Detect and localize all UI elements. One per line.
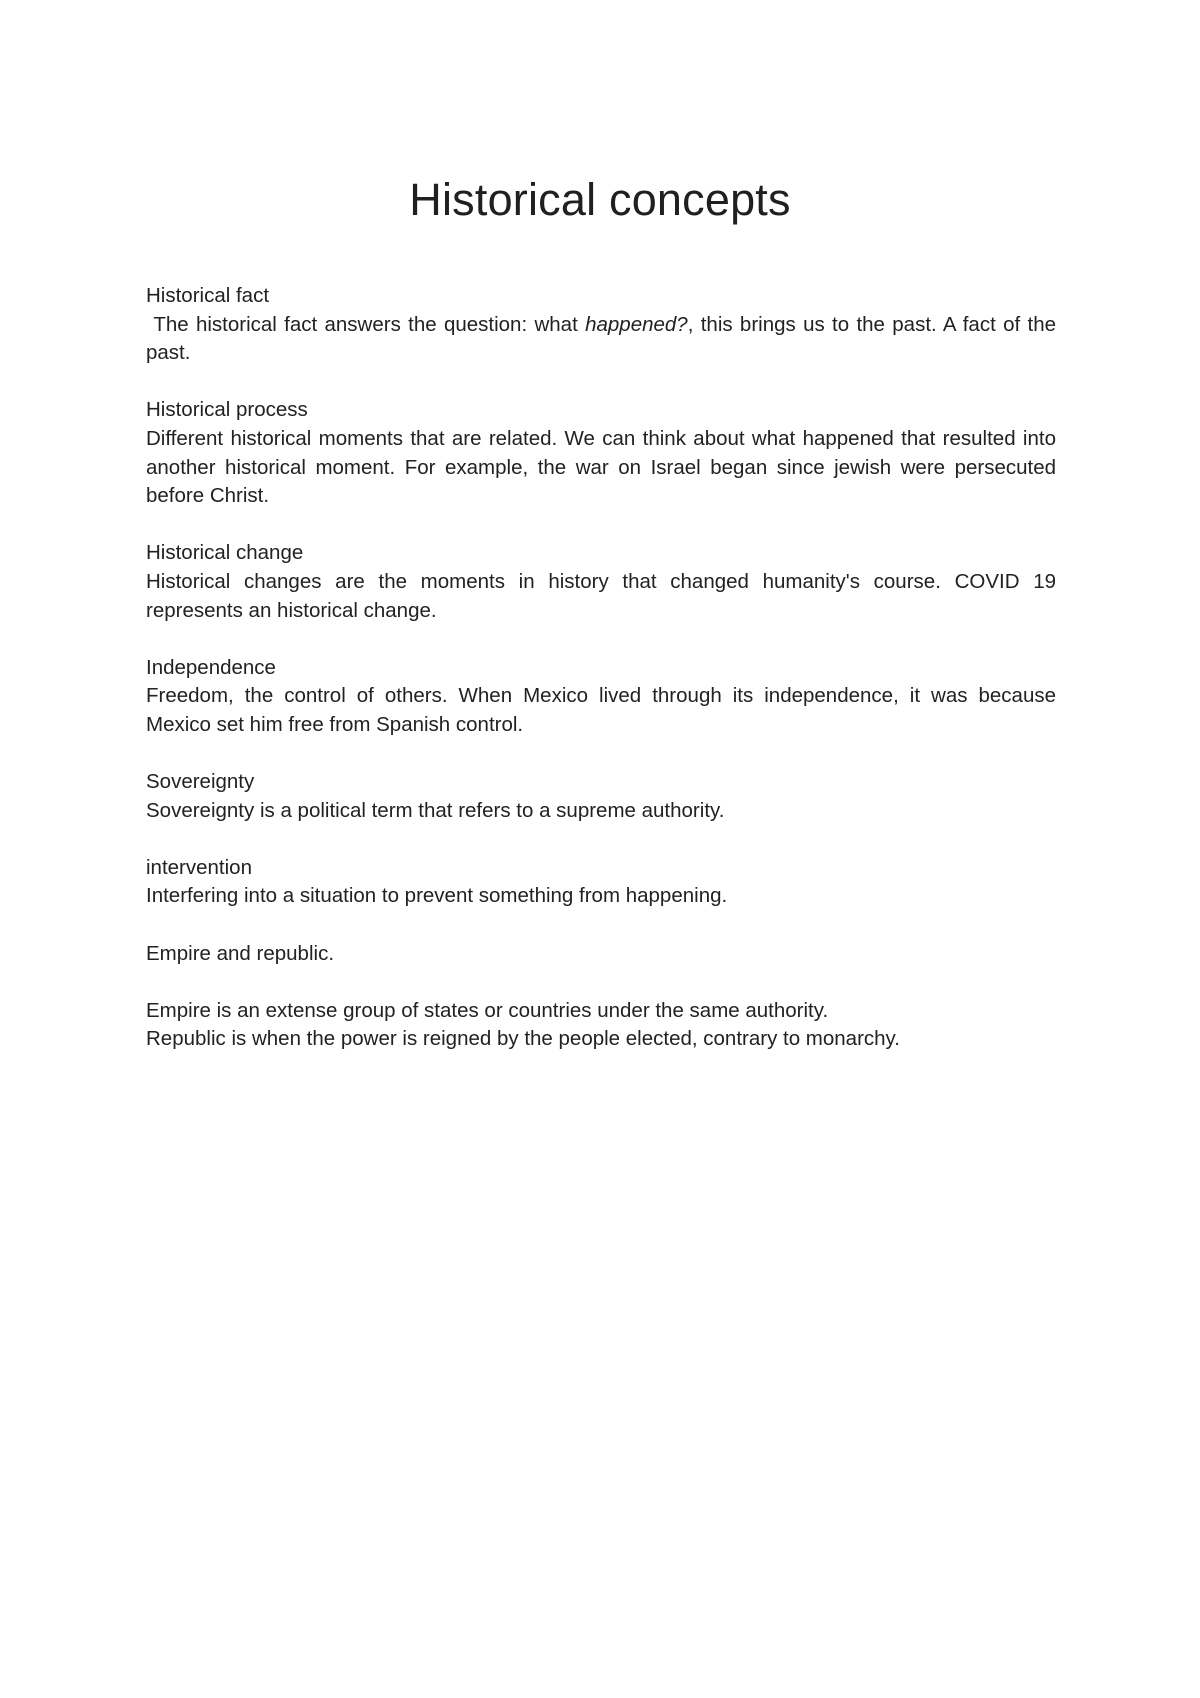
section-historical-fact (146, 282, 1056, 368)
section-heading: Independence (146, 655, 276, 679)
republic-definition: Republic is when the power is reigned by the people elected, contrary to monarchy. (146, 1027, 900, 1051)
section-text (146, 311, 1056, 368)
section-text: Sovereignty is a political term that refers to a supreme authority. (146, 798, 725, 822)
section-historical-process (146, 396, 1056, 510)
document-body (146, 282, 1056, 1083)
section-intervention (146, 854, 1056, 911)
section-heading: Historical fact (146, 284, 270, 307)
emphasis-text: happened? (585, 312, 688, 336)
section-heading: Historical process (146, 398, 308, 422)
section-empire-republic (146, 940, 1056, 1054)
section-heading: Sovereignty (146, 770, 255, 794)
empire-definition: Empire is an extense group of states or countries under the same authority. (146, 998, 829, 1022)
section-historical-change (146, 539, 1056, 625)
document-title: Historical concepts (409, 174, 791, 225)
section-text: Different historical moments that are related. We can think about what happened that resulted into another historical moment. For example, the war on Israel began since jewish were persecuted before Christ. (146, 426, 1056, 508)
section-text: Interfering into a situation to prevent something from happening. (146, 884, 728, 908)
section-sovereignty (146, 768, 1056, 825)
section-heading: intervention (146, 855, 252, 879)
section-text: Freedom, the control of others. When Mexico lived through its independence, it was because Mexico set him free from Spanish control. (146, 684, 1056, 736)
section-heading: Historical change (146, 541, 304, 565)
section-independence (146, 654, 1056, 740)
text-run: The historical fact answers the question: what (146, 312, 586, 336)
section-heading: Empire and republic. (146, 941, 335, 965)
section-text: Historical changes are the moments in history that changed humanity's course. COVID 19 represents an historical change. (146, 569, 1056, 622)
text-run: , this brings us to the past. A fact of the past. (146, 312, 1056, 365)
